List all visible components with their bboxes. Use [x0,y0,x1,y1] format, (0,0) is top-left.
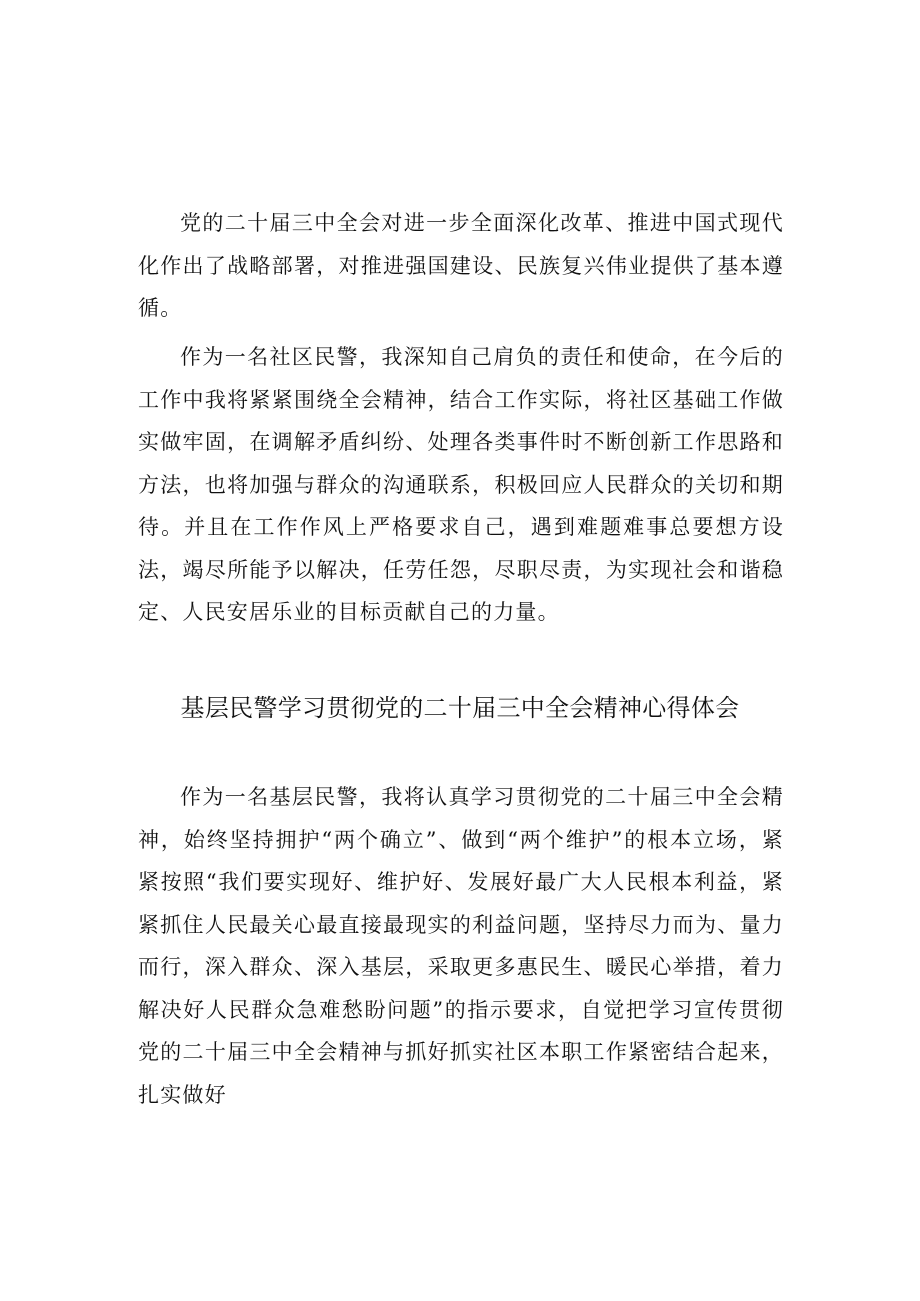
body-paragraph-3: 作为一名基层民警，我将认真学习贯彻党的二十届三中全会精神，始终坚持拥护“两个确立”、做到“两个维护”的根本立场，紧紧按照“我们要实现好、维护好、发展好最广大人民根本利益，紧紧抓住人民最关心最直接最现实的利益问题，坚持尽力而为、量力而行，深入群众、深入基层，采取更多惠民生、暖民心举措，着力解决好人民群众急难愁盼问题”的指示要求，自觉把学习宣传贯彻党的二十届三中全会精神与抓好抓实社区本职工作紧密结合起来，扎实做好 [138,785,784,1107]
section-title: 基层民警学习贯彻党的二十届三中全会精神心得体会 [180,694,740,722]
body-paragraph-1: 党的二十届三中全会对进一步全面深化改革、推进中国式现代化作出了战略部署，对推进强国建设、民族复兴伟业提供了基本遵循。 [138,211,784,320]
body-paragraph-2: 作为一名社区民警，我深知自己肩负的责任和使命，在今后的工作中我将紧紧围绕全会精神，结合工作实际，将社区基础工作做实做牢固，在调解矛盾纠纷、处理各类事件时不断创新工作思路和方法，也将加强与群众的沟通联系，积极回应人民群众的关切和期待。并且在工作作风上严格要求自己，遇到难题难事总要想方设法，竭尽所能予以解决，任劳任怨，尽职尽责，为实现社会和谐稳定、人民安居乐业的目标贡献自己的力量。 [138,345,784,624]
